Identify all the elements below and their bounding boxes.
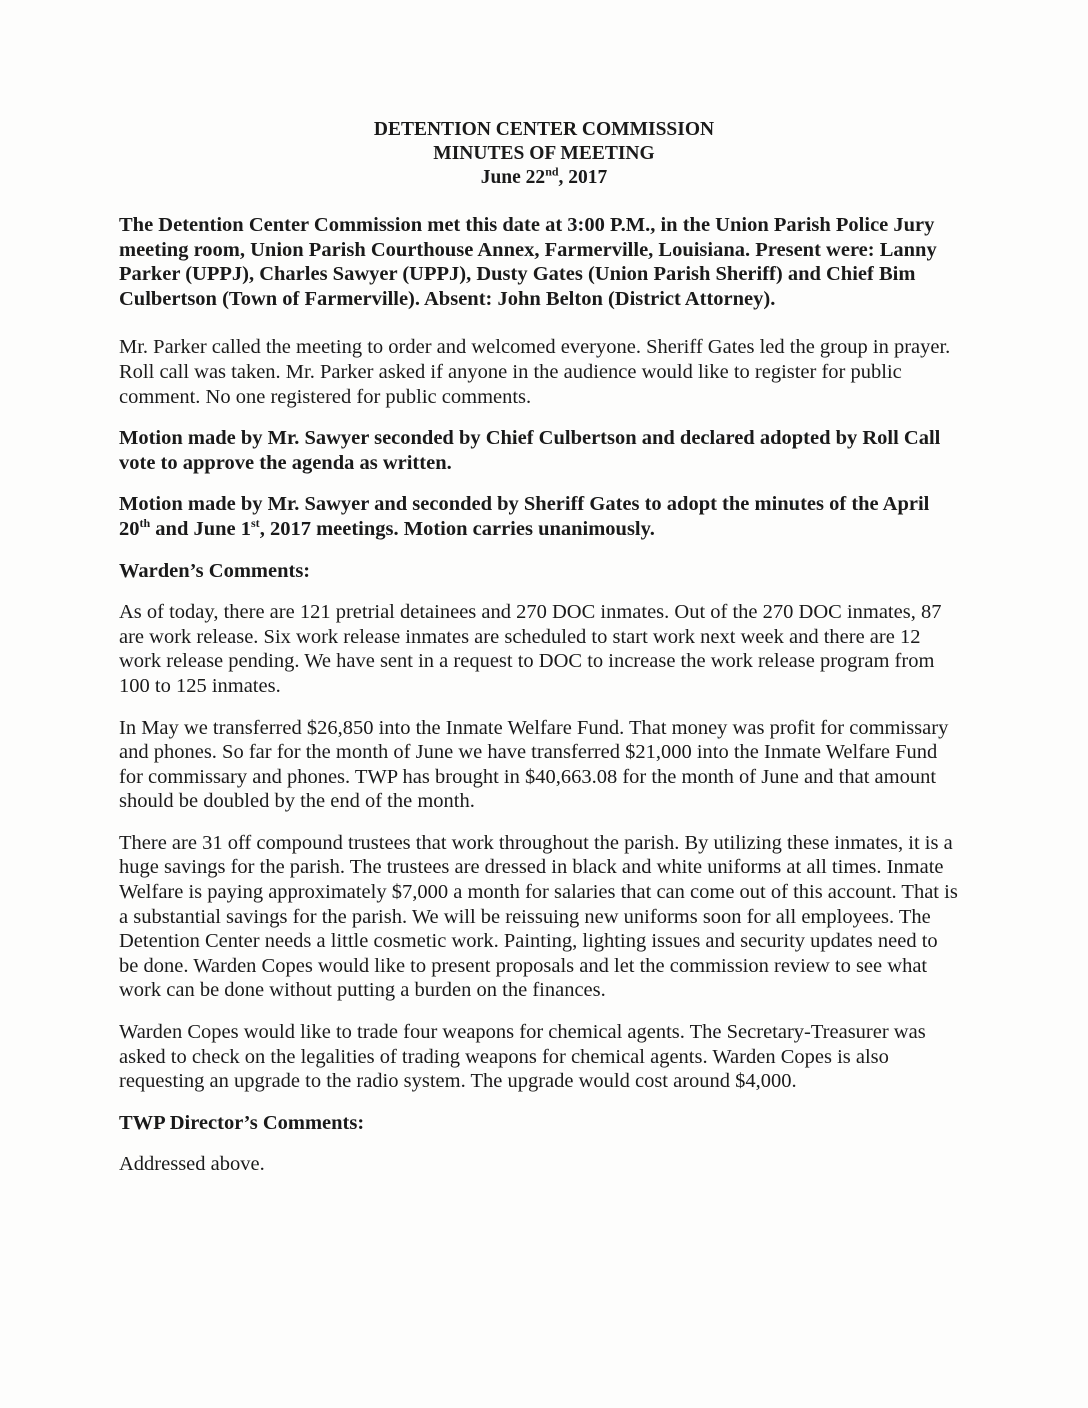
header-subtitle: MINUTES OF MEETING [433, 143, 655, 164]
motion-minutes-ordinal-1: th [139, 516, 151, 531]
header-title: DETENTION CENTER COMMISSION [373, 119, 715, 140]
document-body [119, 213, 959, 1177]
header-date [0, 166, 1088, 190]
header-date-ordinal: nd [545, 164, 559, 179]
header-date-day: June 22 [480, 167, 546, 188]
wardens-comments-heading: Warden’s Comments: [119, 559, 311, 582]
motion-agenda: Motion made by Mr. Sawyer seconded by Chief Culbertson and declared adopted by Roll Call vote to approve the agenda as written. [119, 427, 941, 474]
document-header [0, 118, 1088, 190]
opening-paragraph: Mr. Parker called the meeting to order and welcomed everyone. Sheriff Gates led the group in prayer. Roll call was taken. Mr. Parker asked if anyone in the audience would like to register for public comment. No one registered for public comments. [119, 336, 951, 408]
twp-comments-heading: TWP Director’s Comments: [119, 1111, 365, 1134]
motion-minutes-text-2: and June 1 [150, 517, 252, 540]
motion-minutes-text-3: , 2017 meetings. Motion carries unanimously. [259, 517, 655, 540]
motion-minutes-ordinal-2: st [251, 516, 260, 531]
motion-minutes [119, 492, 959, 541]
wardens-paragraph-inmates: As of today, there are 121 pretrial detainees and 270 DOC inmates. Out of the 270 DOC inmates, 87 are work release. Six work release inmates are scheduled to start work next week and there are 12 work release pending. We have sent in a request to DOC to increase the work release program from 100 to 125 inmates. [119, 601, 942, 697]
wardens-paragraph-weapons: Warden Copes would like to trade four weapons for chemical agents. The Secretary-Treasurer was asked to check on the legalities of trading weapons for chemical agents. Warden Copes is also requesting an upgrade to the radio system. The upgrade would cost around $4,000. [119, 1021, 926, 1093]
intro-paragraph: The Detention Center Commission met this date at 3:00 P.M., in the Union Parish Police Jury meeting room, Union Parish Courthouse Annex, Farmerville, Louisiana. Present were: Lanny Parker (UPPJ), Charles Sawyer (UPPJ), Dusty Gates (Union Parish Sheriff) and Chief Bim Culbertson (Town of Farmerville). Absent: John Belton (District Attorney). [119, 214, 937, 310]
wardens-paragraph-funds: In May we transferred $26,850 into the Inmate Welfare Fund. That money was profit for commissary and phones. So far for the month of June we have transferred $21,000 into the Inmate Welfare Fund for commissary and phones. TWP has brought in $40,663.08 for the month of June and that amount should be doubled by the end of the month. [119, 716, 949, 813]
motion-minutes-text-1: Motion made by Mr. Sawyer and seconded by Sheriff Gates to adopt the minutes of the April 20 [119, 493, 930, 540]
header-date-year: , 2017 [558, 167, 608, 188]
twp-comments-text: Addressed above. [119, 1153, 265, 1176]
wardens-paragraph-trustees: There are 31 off compound trustees that work throughout the parish. By utilizing these inmates, it is a huge savings for the parish. The trustees are dressed in black and white uniforms at all times. Inmate Welfare is paying approximately $7,000 a month for salaries that can come out of this account. That is a substantial savings for the parish. We will be reissuing new uniforms soon for all employees. The Detention Center needs a little cosmetic work. Painting, lighting issues and security updates need to be done. Warden Copes would like to present proposals and let the commission review to see what work can be done without putting a burden on the finances. [119, 831, 958, 1002]
